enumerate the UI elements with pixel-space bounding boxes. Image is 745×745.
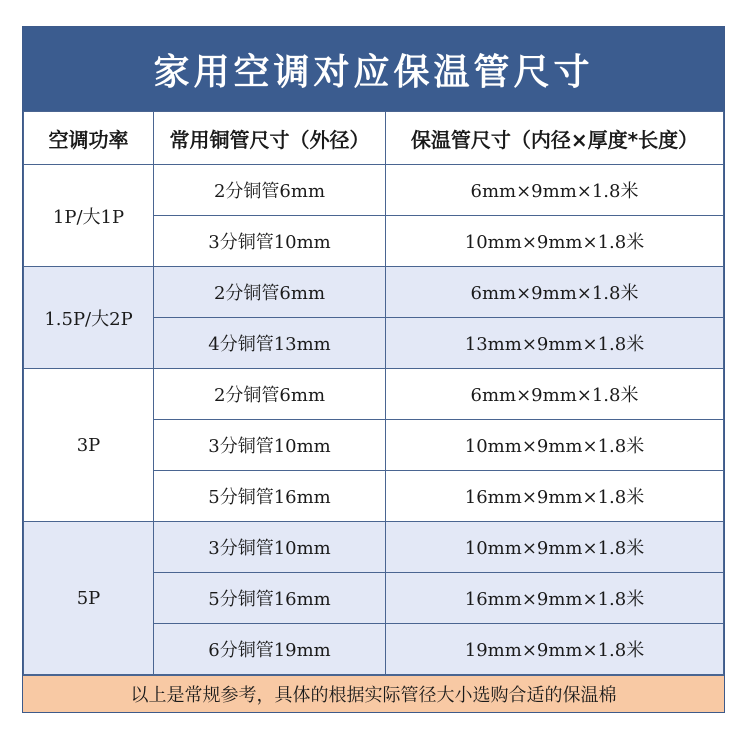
- insulation-cell: 6mm×9mm×1.8米: [386, 369, 724, 420]
- table-row: [24, 267, 724, 318]
- copper-pipe-cell: 3分铜管10mm: [154, 216, 386, 267]
- insulation-cell: 6mm×9mm×1.8米: [386, 267, 724, 318]
- copper-pipe-cell: 2分铜管6mm: [154, 267, 386, 318]
- table-row: [24, 369, 724, 420]
- insulation-cell: 16mm×9mm×1.8米: [386, 471, 724, 522]
- copper-pipe-cell: 6分铜管19mm: [154, 624, 386, 675]
- power-cell: 1.5P/大2P: [24, 267, 154, 369]
- copper-pipe-cell: 2分铜管6mm: [154, 165, 386, 216]
- insulation-cell: 10mm×9mm×1.8米: [386, 420, 724, 471]
- copper-pipe-cell: 5分铜管16mm: [154, 471, 386, 522]
- table-row: [24, 165, 724, 216]
- insulation-cell: 13mm×9mm×1.8米: [386, 318, 724, 369]
- insulation-cell: 10mm×9mm×1.8米: [386, 522, 724, 573]
- insulation-cell: 10mm×9mm×1.8米: [386, 216, 724, 267]
- page-title: 家用空调对应保温管尺寸: [23, 27, 724, 111]
- size-table: [23, 111, 724, 675]
- power-cell: 3P: [24, 369, 154, 522]
- insulation-cell: 19mm×9mm×1.8米: [386, 624, 724, 675]
- header-insulation: 保温管尺寸（内径×厚度*长度）: [386, 112, 724, 165]
- table-body: [24, 165, 724, 675]
- copper-pipe-cell: 2分铜管6mm: [154, 369, 386, 420]
- power-cell: 1P/大1P: [24, 165, 154, 267]
- copper-pipe-cell: 3分铜管10mm: [154, 420, 386, 471]
- power-cell: 5P: [24, 522, 154, 675]
- copper-pipe-cell: 5分铜管16mm: [154, 573, 386, 624]
- table-row: [24, 522, 724, 573]
- copper-pipe-cell: 4分铜管13mm: [154, 318, 386, 369]
- insulation-cell: 6mm×9mm×1.8米: [386, 165, 724, 216]
- header-power: 空调功率: [24, 112, 154, 165]
- table-header-row: [24, 112, 724, 165]
- insulation-cell: 16mm×9mm×1.8米: [386, 573, 724, 624]
- spec-card: [22, 26, 725, 713]
- copper-pipe-cell: 3分铜管10mm: [154, 522, 386, 573]
- footer-note: 以上是常规参考，具体的根据实际管径大小选购合适的保温棉: [23, 675, 724, 712]
- header-copper-pipe: 常用铜管尺寸（外径）: [154, 112, 386, 165]
